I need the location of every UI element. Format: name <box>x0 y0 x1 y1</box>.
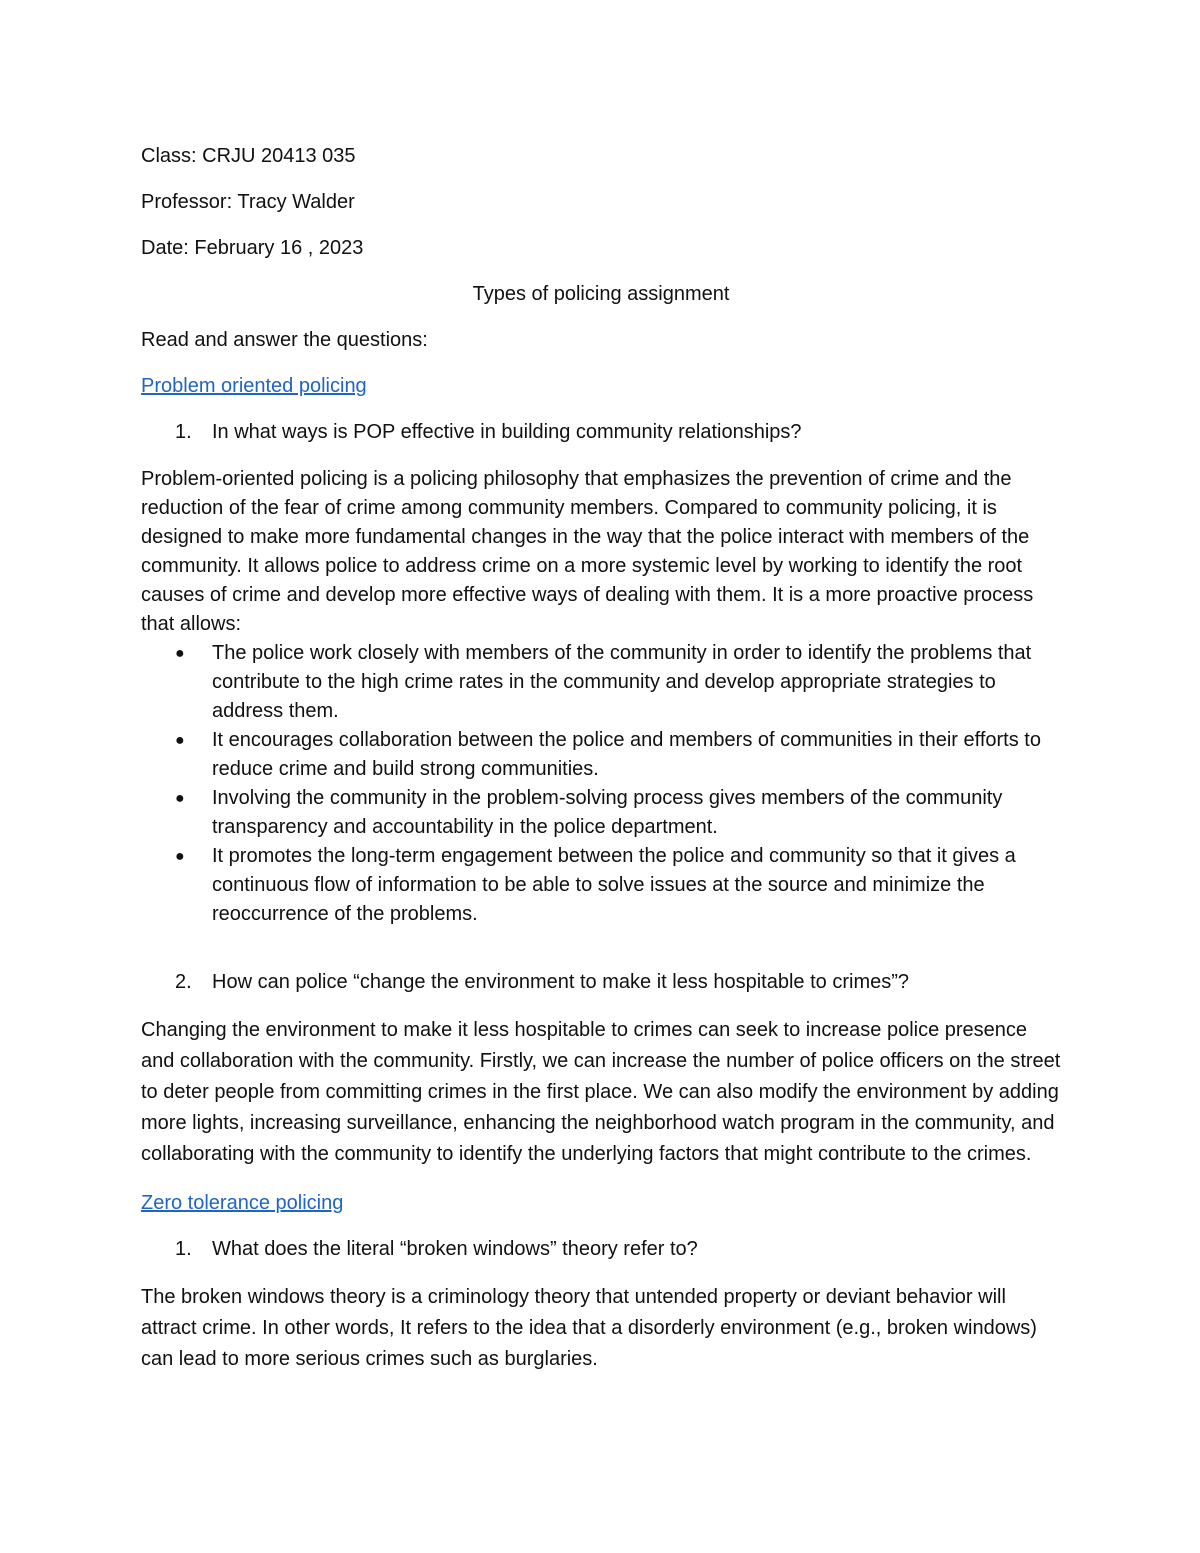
section-link-zero-tolerance-policing[interactable]: Zero tolerance policing <box>141 1192 344 1214</box>
list-item <box>141 639 1061 726</box>
list-item <box>141 784 1061 842</box>
spacer <box>141 929 1061 969</box>
answer-pop-1: Problem-oriented policing is a policing philosophy that emphasizes the prevention of crime and the reduction of the fear of crime among community members. Compared to community policing, it is designed to make more fundamental changes in the way that the police interact with members of the community. It allows police to address crime on a more systemic level by working to identify the root causes of crime and develop more effective ways of dealing with them. It is a more proactive process that allows: <box>141 468 1034 635</box>
question-pop-1 <box>141 419 1061 445</box>
document-page <box>141 143 1061 1375</box>
answer-bullet-list <box>141 639 1061 929</box>
professor-line: Professor: Tracy Walder <box>141 191 355 213</box>
question-number: 1. <box>175 1238 192 1260</box>
bullet-icon: ● <box>175 732 185 749</box>
list-item-text: It promotes the long-term engagement between the police and community so that it gives a continuous flow of information to be able to solve issues at the source and minimize the reoccurrence of the problems. <box>212 845 1016 925</box>
question-number: 1. <box>175 421 192 443</box>
list-item-text: It encourages collaboration between the police and members of communities in their efforts to reduce crime and build strong communities. <box>212 729 1041 780</box>
document-title: Types of policing assignment <box>472 283 730 305</box>
list-item <box>141 726 1061 784</box>
question-text: In what ways is POP effective in building community relationships? <box>212 421 802 443</box>
question-zt-1 <box>141 1236 1061 1262</box>
question-text: How can police “change the environment to make it less hospitable to crimes”? <box>212 971 910 993</box>
question-text: What does the literal “broken windows” theory refer to? <box>212 1238 698 1260</box>
answer-pop-2: Changing the environment to make it less hospitable to crimes can seek to increase police presence and collaboration with the community. Firstly, we can increase the number of police officers on the street to deter people from committing crimes in the first place. We can also modify the environment by adding more lights, increasing surveillance, enhancing the neighborhood watch program in the community, and collaborating with the community to identify the underlying factors that might contribute to the crimes. <box>141 1019 1061 1165</box>
answer-zt-1: The broken windows theory is a criminology theory that untended property or deviant behavior will attract crime. In other words, It refers to the idea that a disorderly environment (e.g., broken windows) can lead to more serious crimes such as burglaries. <box>141 1286 1037 1370</box>
list-item <box>141 842 1061 929</box>
class-line: Class: CRJU 20413 035 <box>141 145 356 167</box>
list-item-text: Involving the community in the problem-solving process gives members of the community transparency and accountability in the police department. <box>212 787 1003 838</box>
question-pop-2 <box>141 969 1061 995</box>
bullet-icon: ● <box>175 790 185 807</box>
section-link-problem-oriented-policing[interactable]: Problem oriented policing <box>141 375 367 397</box>
spacer <box>141 1170 1061 1190</box>
instructions: Read and answer the questions: <box>141 329 428 351</box>
date-line: Date: February 16 , 2023 <box>141 237 364 259</box>
bullet-icon: ● <box>175 645 185 662</box>
bullet-icon: ● <box>175 848 185 865</box>
question-number: 2. <box>175 971 192 993</box>
list-item-text: The police work closely with members of the community in order to identify the problems that contribute to the high crime rates in the community and develop appropriate strategies to address them. <box>212 642 1032 722</box>
